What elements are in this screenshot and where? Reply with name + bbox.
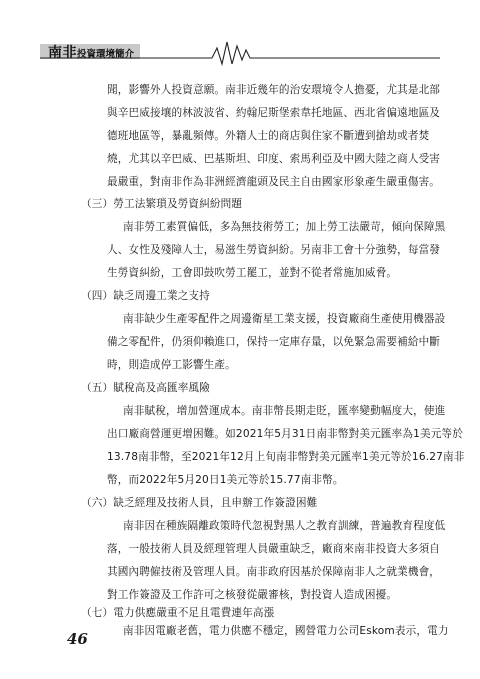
- body-line: 南非缺少生產零配件之周邊衛星工業支援，投資廠商生產使用機器設: [123, 313, 446, 325]
- body-line: 與辛巴威接壤的林波波省、約翰尼斯堡索韋托地區、西北省偏遠地區及: [107, 107, 441, 119]
- section-heading: （七）電力供應嚴重不足且電費連年高漲: [81, 607, 275, 619]
- body-line: 燒，尤其以辛巴威、巴基斯坦、印度、索馬利亞及中國大陸之商人受害: [107, 153, 441, 165]
- section-heading: （四）缺乏周邊工業之支持: [81, 290, 210, 302]
- body-line: 備之零配件，仍須仰賴進口，保持一定庫存量，以免緊急需要補給中斷: [107, 336, 441, 348]
- body-line: 南非因在種族隔離政策時代忽視對黑人之教育訓練，普遍教育程度低: [123, 520, 446, 532]
- body-line: 出口廠商營運更增困難。如2021年5月31日南非幣對美元匯率為1美元等於: [107, 428, 463, 440]
- page-number: 46: [67, 630, 88, 648]
- section-heading: （五）賦稅高及高匯率風險: [81, 382, 210, 394]
- body-line: 南非賦稅，增加營運成本。南非幣長期走貶，匯率變動幅度大，使進: [123, 405, 446, 417]
- body-line: 德班地區等，暴亂頻傳。外籍人士的商店與住家不斷遭到搶劫或者焚: [107, 130, 430, 142]
- body-line: 其國內聘僱技術及管理人員。南非政府因基於保障南非人之就業機會，: [107, 566, 441, 578]
- body-line: 聞，影響外人投資意願。南非近幾年的治安環境令人擔憂，尤其是北部: [107, 84, 441, 96]
- body-line: 南非勞工素質偏低，多為無技術勞工；加上勞工法嚴苛，傾向保障黑: [123, 221, 446, 233]
- body-line: 13.78南非幣，至2021年12月上旬南非幣對美元匯率1美元等於16.27南非: [107, 451, 465, 463]
- body-line: 時，則造成停工影響生產。: [107, 359, 236, 371]
- body-line: 南非因電廠老舊，電力供應不穩定，國營電力公司Eskom表示，電力: [123, 625, 449, 637]
- body-line: 對工作簽證及工作許可之核發從嚴審核，對投資人造成困擾。: [107, 589, 398, 601]
- body-line: 最嚴重，對南非作為非洲經濟龍頭及民主自由國家形象產生嚴重傷害。: [107, 176, 441, 188]
- body-line: 生勞資糾紛，工會即鼓吹勞工罷工，並對不從者常施加威脅。: [107, 267, 398, 279]
- body-line: 人、女性及殘障人士，易滋生勞資糾紛。另南非工會十分強勢，每當發: [107, 244, 441, 256]
- header-title-sub: 投資環境簡介: [77, 49, 135, 60]
- body-line: 幣，而2022年5月20日1美元等於15.77南非幣。: [107, 474, 344, 486]
- body-line: 落，一般技術人員及經理管理人員嚴重缺乏，廠商來南非投資大多須自: [107, 543, 441, 555]
- section-heading: （六）缺乏經理及技術人員，且申辦工作簽證困難: [81, 497, 318, 509]
- header-title-main: 南非: [48, 45, 77, 61]
- section-heading: （三）勞工法繁瑣及勞資糾紛問題: [81, 198, 243, 210]
